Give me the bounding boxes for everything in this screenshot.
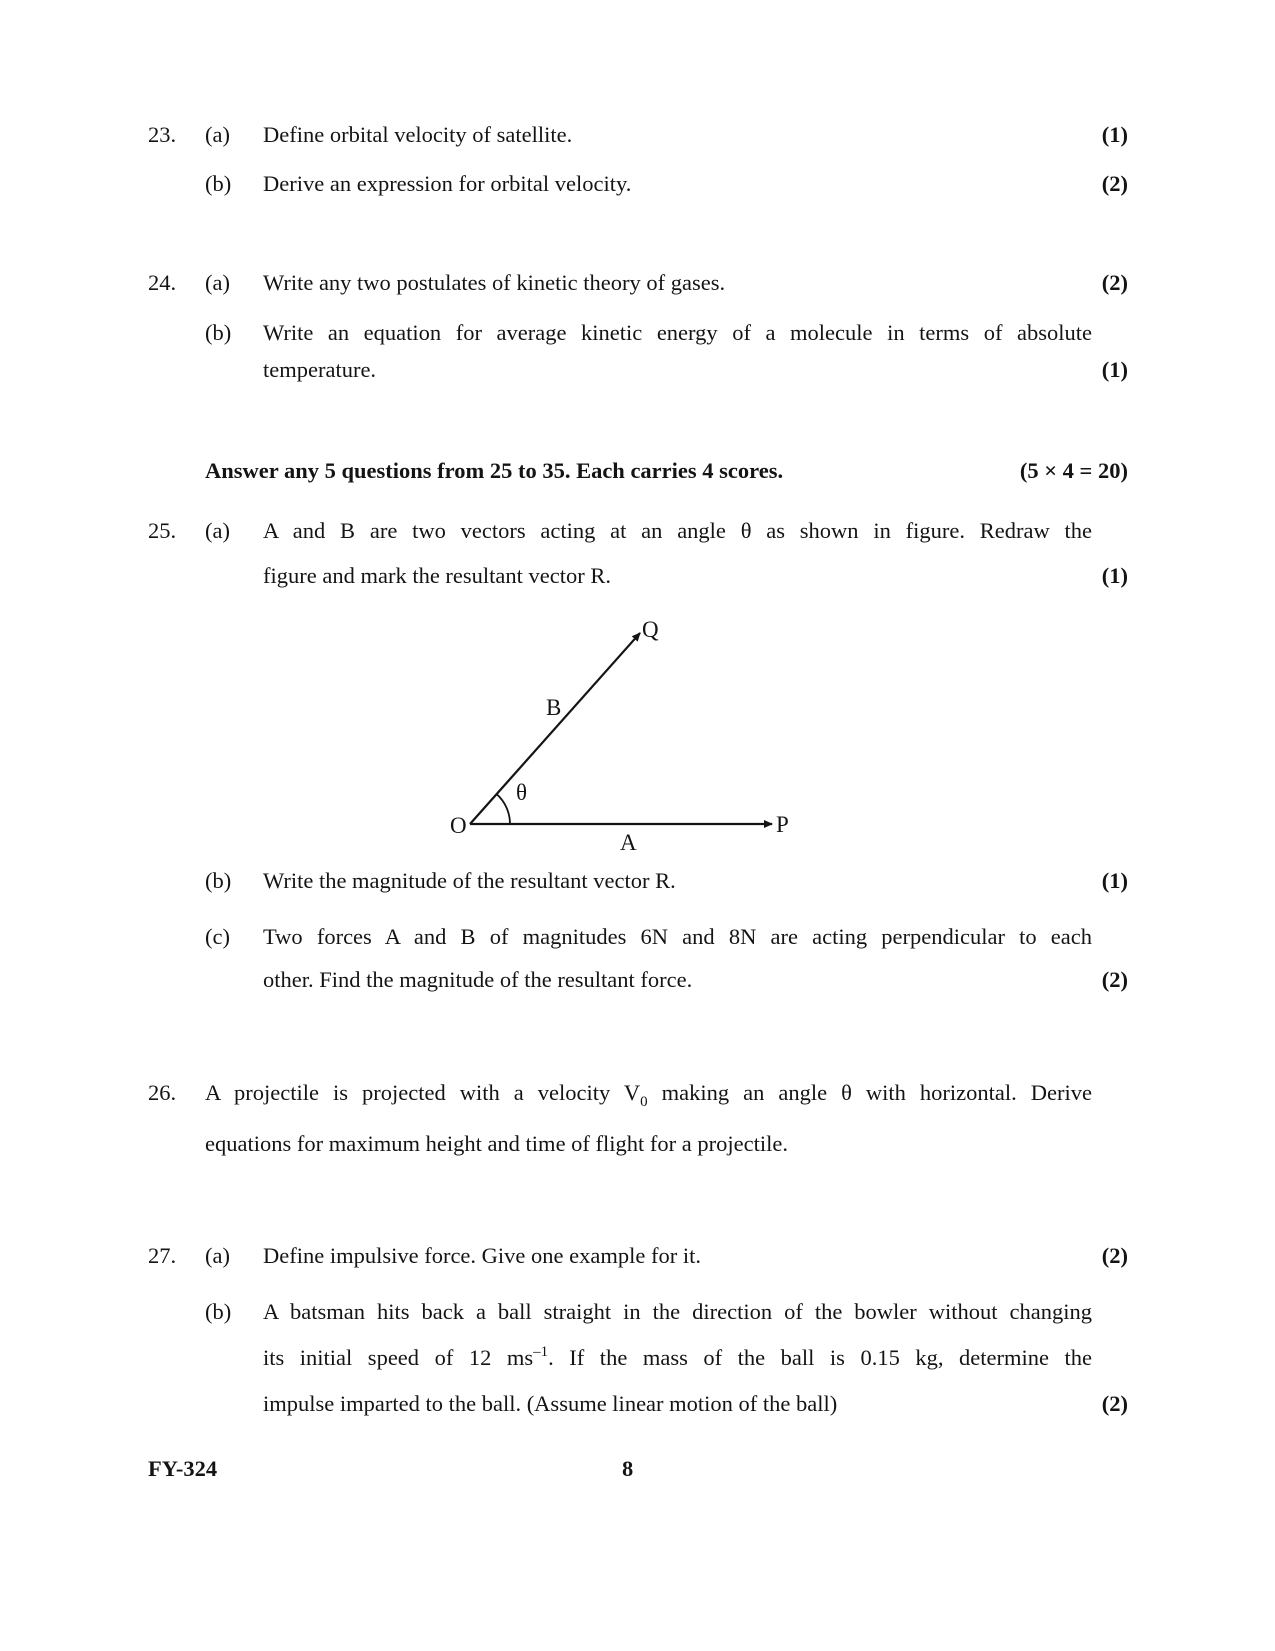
label-p: P: [776, 812, 789, 837]
q25-number: 25.: [148, 518, 177, 543]
q25a-line2: figure and mark the resultant vector R.: [263, 563, 612, 588]
q25b-label: (b): [205, 868, 232, 893]
label-a: A: [620, 830, 637, 850]
q26-number: 26.: [148, 1080, 177, 1105]
q27a-text: Define impulsive force. Give one example for it.: [263, 1243, 701, 1268]
q24b-line1: Write an equation for average kinetic energy of a molecule in terms of absolute: [263, 320, 1092, 345]
q23a-label: (a): [205, 122, 230, 147]
q25a-label: (a): [205, 518, 230, 543]
q27b-marks: (2): [1101, 1391, 1128, 1416]
q25c-marks: (2): [1101, 967, 1128, 992]
section-score: (5 × 4 = 20): [1019, 458, 1128, 483]
q23a-text: Define orbital velocity of satellite.: [263, 122, 573, 147]
q27b-line1: A batsman hits back a ball straight in the direction of the bowler without changing: [263, 1299, 1092, 1324]
q26-line2: equations for maximum height and time of flight for a projectile.: [205, 1131, 788, 1156]
q24b-line2: temperature.: [263, 357, 377, 382]
label-b: B: [546, 695, 562, 720]
q27a-label: (a): [205, 1243, 230, 1268]
q27-number: 27.: [148, 1243, 177, 1268]
q27a-marks: (2): [1101, 1243, 1128, 1268]
q27b-line2: its initial speed of 12 $ms^{-1}$. If the mass of the ball is 0.15 kg, determine the: [263, 1344, 1092, 1370]
label-theta: θ: [516, 780, 528, 805]
q24a-label: (a): [205, 270, 230, 295]
q23b-text: Derive an expression for orbital velocity.: [263, 171, 632, 196]
q27b-label: (b): [205, 1299, 232, 1324]
q23a-marks: (1): [1101, 122, 1128, 147]
section-instruction: Answer any 5 questions from 25 to 35. Each carries 4 scores.: [205, 458, 784, 483]
q25c-line2: other. Find the magnitude of the resultant force.: [263, 967, 693, 992]
q23-number: 23.: [148, 122, 177, 147]
angle-arc: [497, 794, 510, 824]
q24b-marks: (1): [1101, 357, 1128, 382]
page-number: 8: [622, 1456, 634, 1481]
label-o: O: [450, 813, 467, 838]
q25b-text: Write the magnitude of the resultant vector R.: [263, 868, 676, 893]
q24a-marks: (2): [1101, 270, 1128, 295]
q23b-marks: (2): [1101, 171, 1128, 196]
vector-diagram: [430, 610, 810, 850]
q24-number: 24.: [148, 270, 177, 295]
q23b-label: (b): [205, 171, 232, 196]
vector-b-line: [470, 633, 640, 824]
q27b-line3: impulse imparted to the ball. (Assume linear motion of the ball): [263, 1391, 838, 1416]
footer-code: FY-324: [148, 1456, 218, 1481]
label-q: Q: [642, 617, 659, 642]
q24a-text: Write any two postulates of kinetic theory of gases.: [263, 270, 726, 295]
q25a-marks: (1): [1101, 563, 1128, 588]
q25b-marks: (1): [1101, 868, 1128, 893]
q25c-line1: Two forces A and B of magnitudes 6N and 8N are acting perpendicular to each: [263, 924, 1092, 949]
q25c-label: (c): [205, 924, 230, 949]
q25a-line1: A and B are two vectors acting at an angle θ as shown in figure. Redraw the: [263, 518, 1092, 543]
q26-line1: A projectile is projected with a velocity $V_0$ making an angle θ with horizontal. Derive: [205, 1080, 1092, 1110]
q24b-label: (b): [205, 320, 232, 345]
